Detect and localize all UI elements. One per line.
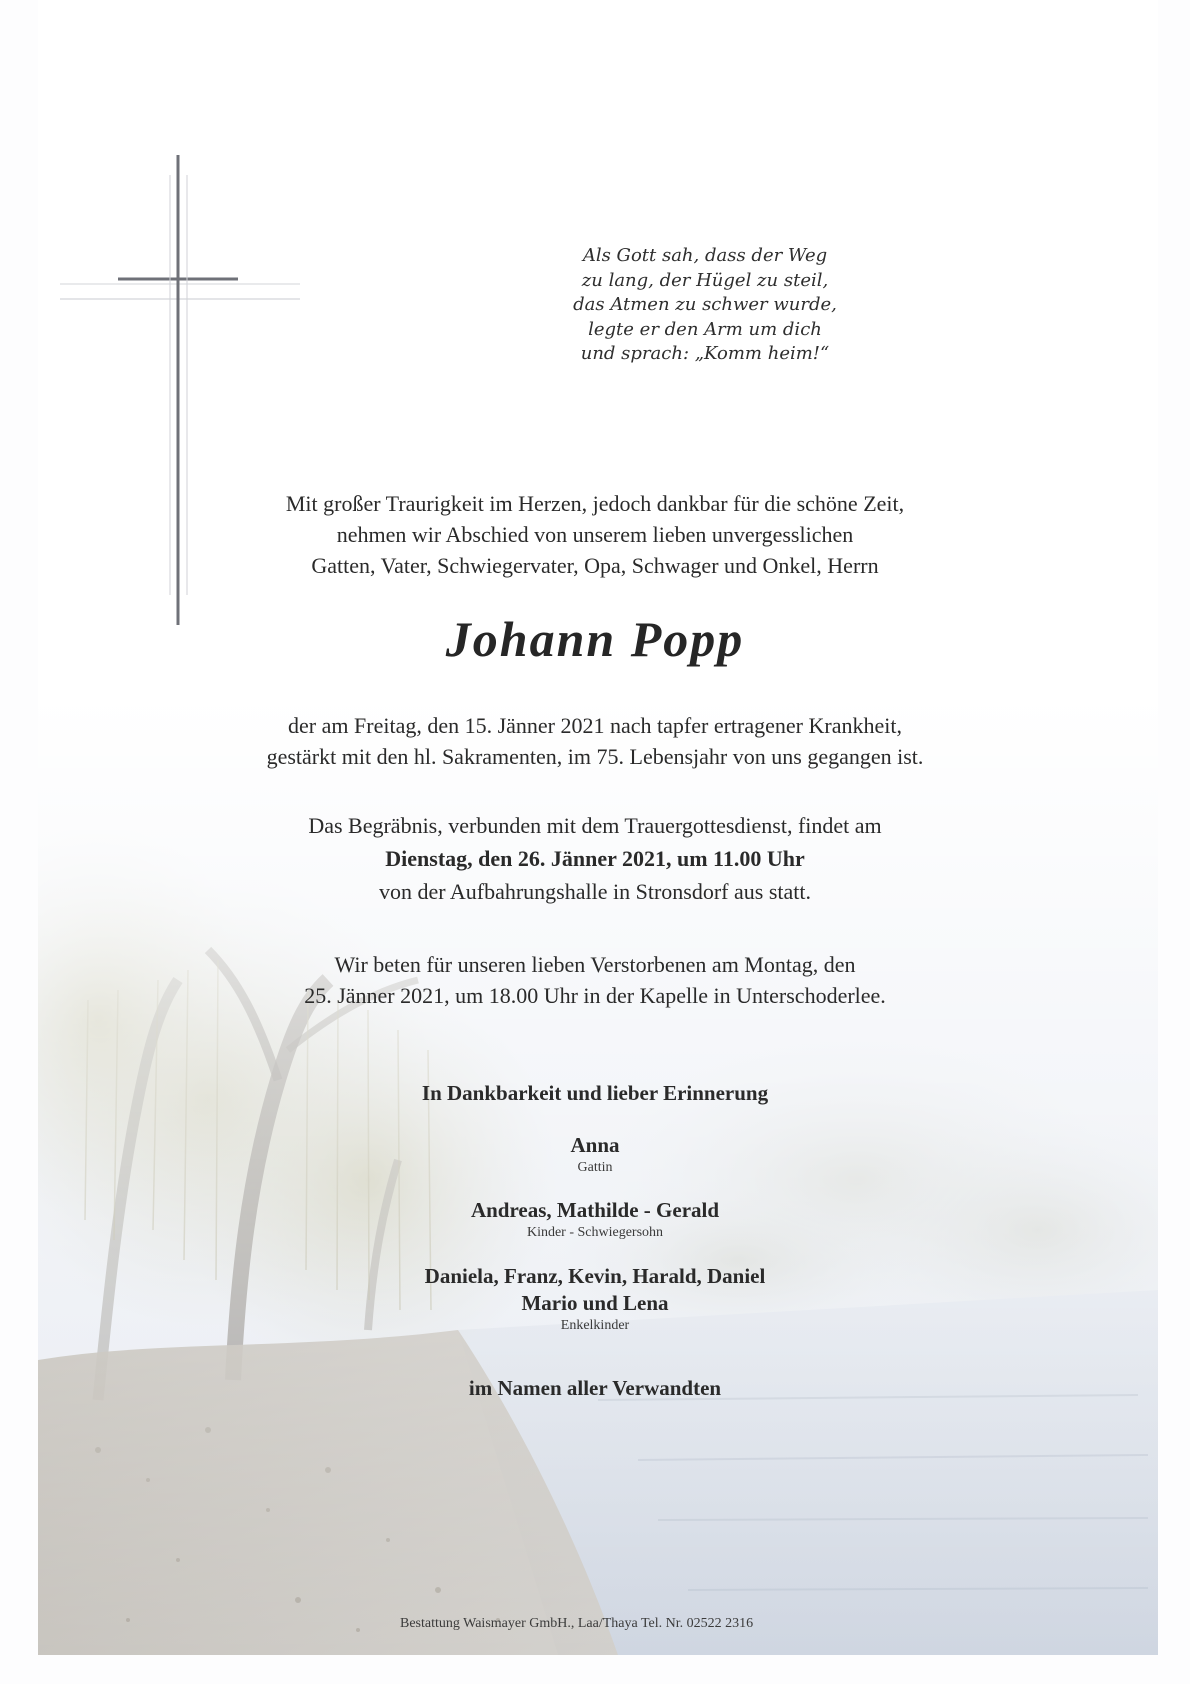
poem: [570, 244, 840, 367]
prayer-paragraph: [0, 949, 1190, 1011]
mourners-heading: In Dankbarkeit und lieber Erinnerung: [421, 1081, 769, 1105]
death-line: der am Freitag, den 15. Jänner 2021 nach tapfer ertragener Krankheit,: [288, 713, 902, 738]
mourner-group: [0, 1197, 1190, 1242]
poem-line: und sprach: „Komm heim!“: [580, 343, 830, 364]
funeral-paragraph: [0, 809, 1190, 908]
funeral-date: Dienstag, den 26. Jänner 2021, um 11.00 Uhr: [385, 846, 805, 871]
mourner-role: Gattin: [577, 1160, 613, 1175]
mourner-group: [0, 1132, 1190, 1177]
intro-line: Gatten, Vater, Schwiegervater, Opa, Schwager und Onkel, Herrn: [311, 553, 879, 578]
mourner-names: Mario und Lena: [521, 1291, 669, 1315]
prayer-line: Wir beten für unseren lieben Verstorbenen am Montag, den: [334, 952, 856, 977]
closing-line: im Namen aller Verwandten: [468, 1376, 722, 1400]
intro-paragraph: [0, 488, 1190, 581]
deceased-name: Johann Popp: [445, 611, 745, 667]
death-paragraph: [0, 710, 1190, 772]
mourner-role: Enkelkinder: [560, 1318, 630, 1333]
intro-line: nehmen wir Abschied von unserem lieben unvergesslichen: [336, 522, 854, 547]
death-line: gestärkt mit den hl. Sakramenten, im 75. Lebensjahr von uns gegangen ist.: [266, 744, 924, 769]
prayer-line: 25. Jänner 2021, um 18.00 Uhr in der Kapelle in Unterschoderlee.: [304, 983, 886, 1008]
funeral-location: von der Aufbahrungshalle in Stronsdorf aus statt.: [379, 879, 811, 904]
mourner-names: Andreas, Mathilde - Gerald: [470, 1198, 720, 1222]
mourner-role: Kinder - Schwiegersohn: [526, 1225, 664, 1240]
funeral-line: Das Begräbnis, verbunden mit dem Trauergottesdienst, findet am: [308, 813, 882, 838]
funeral-home-footer: Bestattung Waismayer GmbH., Laa/Thaya Tel. Nr. 02522 2316: [400, 1616, 754, 1631]
mourner-names: Daniela, Franz, Kevin, Harald, Daniel: [424, 1264, 766, 1288]
mourner-names: Anna: [570, 1133, 620, 1157]
poem-line: Als Gott sah, dass der Weg: [582, 245, 828, 266]
poem-line: das Atmen zu schwer wurde,: [573, 294, 837, 315]
mourner-group: [0, 1263, 1190, 1335]
intro-line: Mit großer Traurigkeit im Herzen, jedoch dankbar für die schöne Zeit,: [285, 491, 905, 516]
poem-line: legte er den Arm um dich: [588, 318, 822, 340]
poem-line: zu lang, der Hügel zu steil,: [581, 269, 829, 291]
cross-icon: [60, 155, 320, 675]
